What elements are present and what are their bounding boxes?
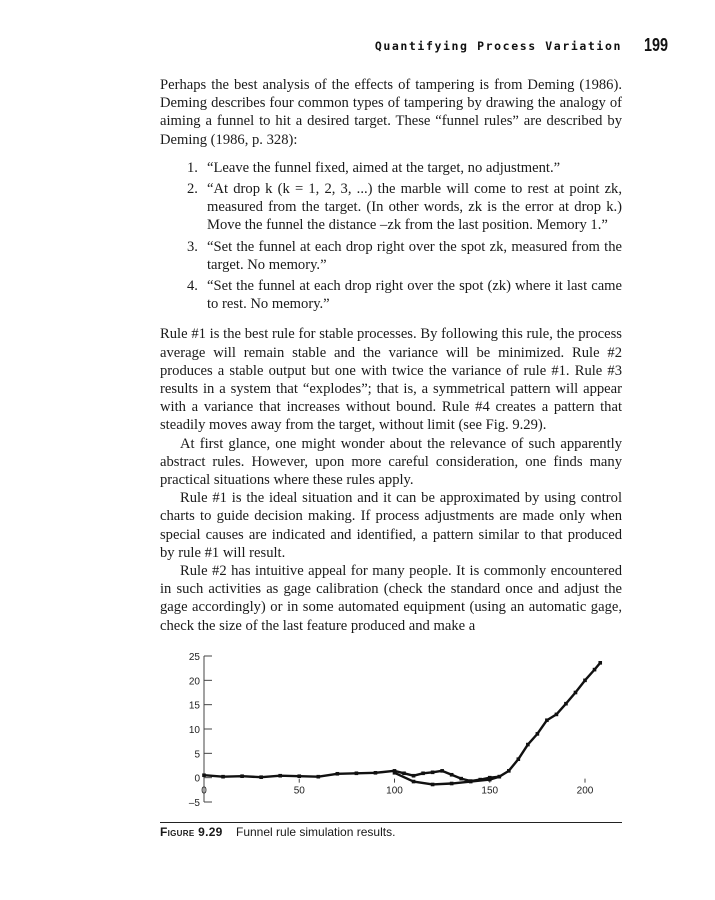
rule-number: 4. — [187, 278, 198, 295]
data-point — [421, 771, 425, 775]
data-point — [564, 702, 568, 706]
chart-canvas — [160, 648, 630, 818]
rule-number: 3. — [187, 238, 198, 255]
data-point — [221, 775, 225, 779]
funnel-rule-1 — [160, 159, 622, 177]
x-tick-label: 200 — [576, 785, 594, 797]
x-tick-label: 150 — [481, 785, 499, 797]
y-tick-label: 20 — [188, 676, 200, 688]
data-point — [412, 780, 416, 784]
data-point — [574, 691, 578, 695]
data-point — [402, 771, 406, 775]
data-point — [507, 769, 511, 773]
series-line-1 — [204, 663, 600, 781]
rule-text: “Leave the funnel fixed, aimed at the target, no adjustment.” — [207, 159, 561, 176]
rule-number: 1. — [187, 159, 198, 176]
data-point — [526, 743, 530, 747]
rule-text: “Set the funnel at each drop right over the spot zk, measured from the target. No memory.” — [207, 238, 622, 273]
rule-text: “Set the funnel at each drop right over the spot (zk) where it last came to rest. No memory.” — [207, 278, 622, 313]
data-point — [488, 778, 492, 782]
funnel-rule-3 — [160, 238, 622, 274]
data-point — [317, 775, 321, 779]
figure-caption-text: Funnel rule simulation results. — [236, 825, 396, 839]
funnel-simulation-chart — [160, 648, 630, 818]
figure-caption — [160, 825, 395, 839]
data-point — [536, 732, 540, 736]
running-title: Quantifying Process Variation — [374, 39, 622, 53]
data-point — [593, 668, 597, 672]
data-point — [297, 774, 301, 778]
data-point — [469, 780, 473, 784]
intro-paragraph: Perhaps the best analysis of the effects of tampering is from Deming (1986). Deming describes four common types of tampering by drawing the analogy of aiming a funnel to hit a desired target. These “funnel rules” are described by Deming (1986, p. 328): — [160, 77, 622, 148]
data-point — [278, 774, 282, 778]
paragraph-rule-1: Rule #1 is the ideal situation and it can be approximated by using control charts to guide decision making. If process adjustments are made only when special causes are indicated and identified, a pattern similar to that produced by rule #1 will result. — [160, 490, 622, 561]
y-tick-label: 5 — [194, 749, 200, 761]
body-text — [160, 76, 622, 635]
data-point — [497, 775, 501, 779]
y-tick-label: 10 — [188, 725, 200, 736]
data-point — [355, 771, 359, 775]
data-point — [598, 661, 602, 665]
data-point — [202, 773, 206, 777]
x-tick-label: 100 — [386, 785, 403, 797]
x-tick-label: 0 — [201, 785, 207, 797]
caption-divider — [160, 822, 622, 823]
y-tick-label: 0 — [194, 773, 200, 785]
funnel-rules-list — [160, 159, 622, 314]
rule-text: “At drop k (k = 1, 2, 3, ...) the marble will come to rest at point zk, measured from the target. (In other words, zk is the error at drop k.) Move the funnel the distance –zk from the last position. Memory 1.” — [207, 181, 622, 234]
y-tick-label: 15 — [188, 700, 200, 712]
data-point — [450, 773, 454, 777]
data-point — [374, 771, 378, 775]
paragraph-rule-summary: Rule #1 is the best rule for stable processes. By following this rule, the process average will remain stable and the variance will be minimized. Rule #2 produces a stable output but one with twice the variance of rule #1. Rule #3 results in a system that “explodes”; that is, a symmetrical pattern will appear with a variance that increases without bound. Rule #4 creates a pattern that steadily moves away from the target, without limit (see Fig. 9.29). — [160, 326, 622, 434]
data-point — [459, 777, 463, 781]
y-tick-label: 25 — [188, 652, 200, 663]
data-point — [259, 775, 263, 779]
funnel-rule-4 — [160, 277, 622, 313]
rule-number: 2. — [187, 181, 198, 198]
data-point — [517, 757, 521, 761]
x-tick-label: 50 — [293, 785, 305, 797]
data-point — [412, 774, 416, 778]
data-point — [393, 771, 397, 775]
data-point — [240, 774, 244, 778]
data-point — [336, 772, 340, 776]
data-point — [583, 679, 587, 683]
y-tick-label: –5 — [188, 798, 200, 809]
data-point — [440, 769, 444, 773]
figure-label: Figure 9.29 — [160, 825, 223, 839]
data-point — [545, 718, 549, 722]
paragraph-rule-2: Rule #2 has intuitive appeal for many people. It is commonly encountered in such activities as gage calibration (check the standard once and adjust the gage accordingly) or in some automated equipment (using an automatic gage, check the size of the last feature produced and make a — [160, 563, 622, 634]
page-number: 199 — [643, 35, 668, 55]
data-point — [450, 782, 454, 786]
running-header — [160, 36, 668, 60]
funnel-rule-2 — [160, 180, 622, 235]
data-point — [555, 713, 559, 717]
data-point — [431, 783, 435, 787]
paragraph-relevance: At first glance, one might wonder about the relevance of such apparently abstract rules. However, upon more careful consideration, one finds many practical situations where these rules apply. — [160, 435, 622, 489]
data-point — [431, 771, 435, 775]
